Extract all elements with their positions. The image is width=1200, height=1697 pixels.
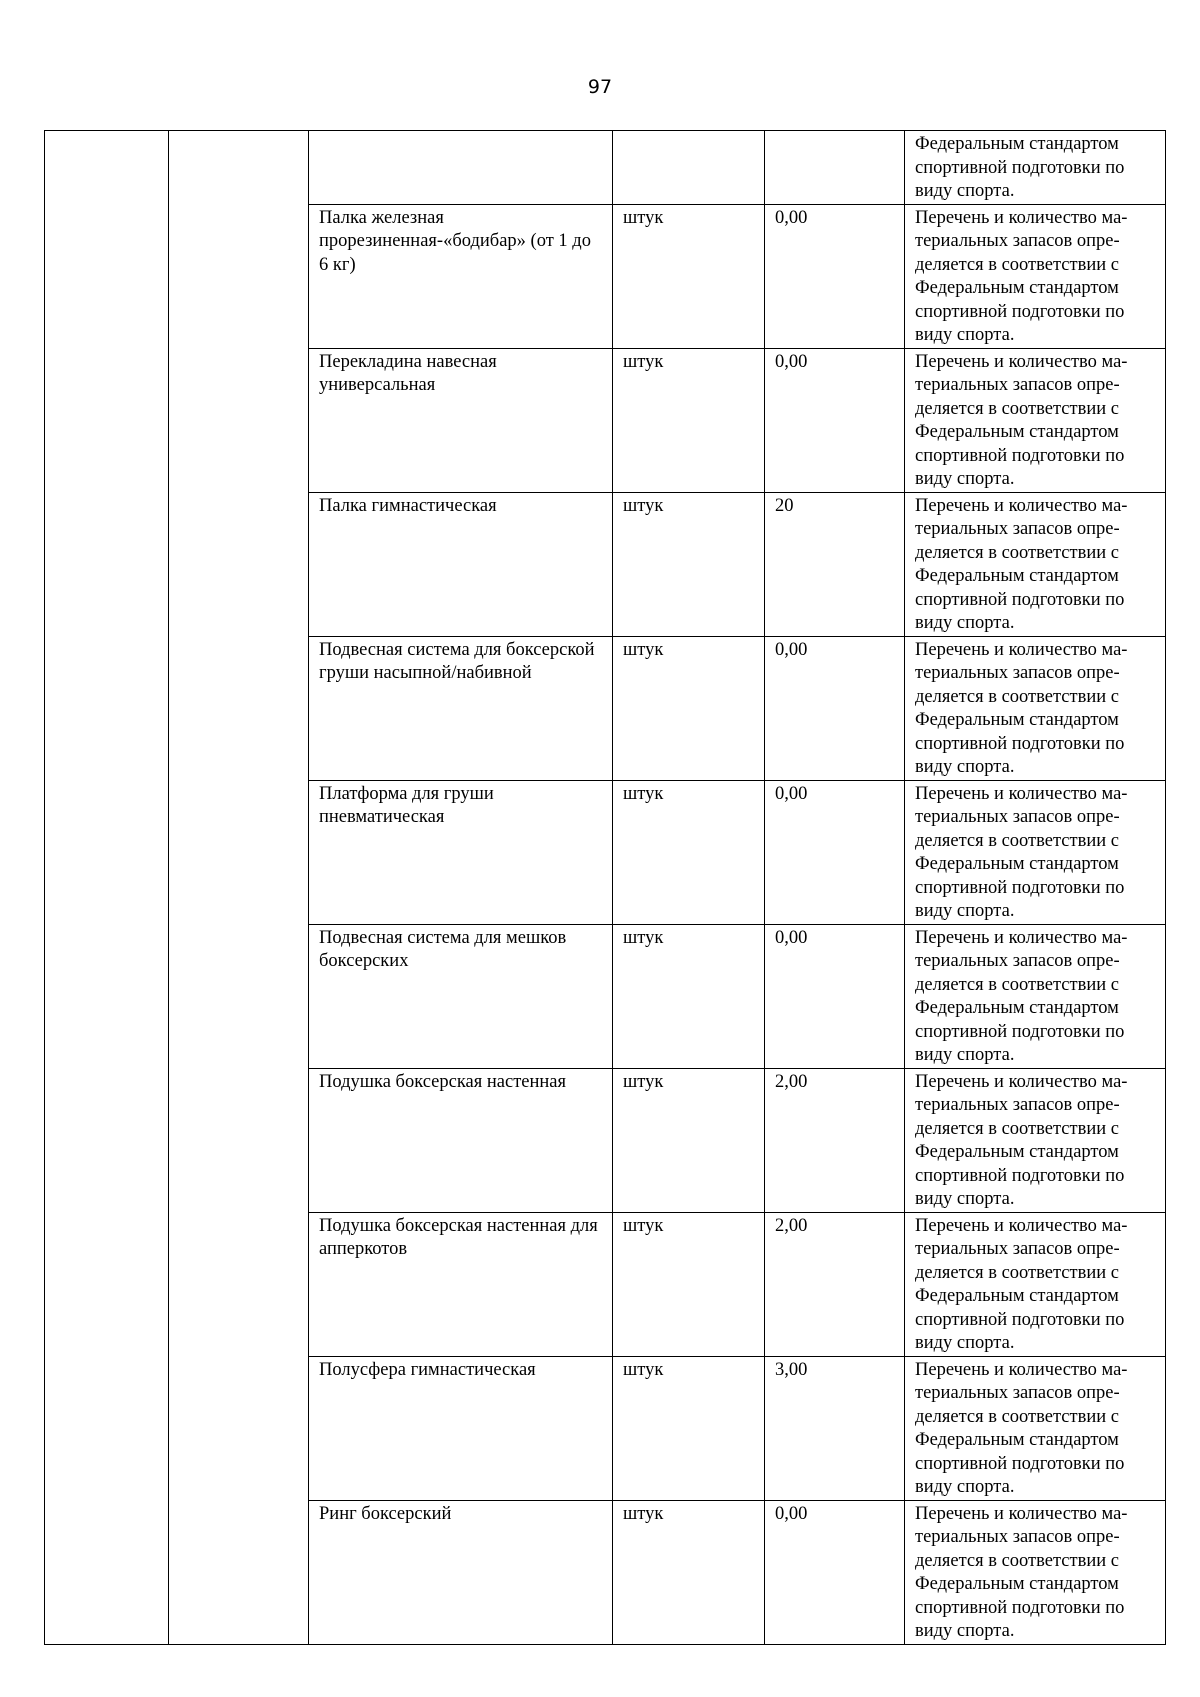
note-line: Перечень и количество ма- xyxy=(915,783,1128,804)
unit-cell: штук xyxy=(613,492,765,636)
note-line: виду спорта. xyxy=(915,1477,1015,1497)
unit-cell: штук xyxy=(613,204,765,348)
quantity-cell xyxy=(765,131,905,205)
item-name-cell: Платформа для груши пневматическая xyxy=(309,780,613,924)
note-line: спортивной подготовки по xyxy=(915,1165,1125,1186)
note-line: териальных запасов опре- xyxy=(915,1239,1120,1259)
note-cell xyxy=(905,204,1166,348)
note-line: спортивной подготовки по xyxy=(915,1309,1125,1330)
note-line: териальных запасов опре- xyxy=(915,231,1120,251)
unit-cell: штук xyxy=(613,780,765,924)
note-line: териальных запасов опре- xyxy=(915,1527,1120,1547)
note-cell xyxy=(905,636,1166,780)
note-line: териальных запасов опре- xyxy=(915,807,1120,827)
quantity-cell: 3,00 xyxy=(765,1356,905,1500)
note-line: Федеральным стандартом xyxy=(915,710,1119,730)
unit-cell: штук xyxy=(613,1212,765,1356)
note-line: виду спорта. xyxy=(915,469,1015,489)
note-line: спортивной подготовки по xyxy=(915,733,1125,754)
note-line: виду спорта. xyxy=(915,1189,1015,1209)
note-line: спортивной подготовки по xyxy=(915,301,1125,322)
note-line: Федеральным стандартом xyxy=(915,134,1119,154)
quantity-cell: 0,00 xyxy=(765,1500,905,1644)
note-line: деляется в соответствии с xyxy=(915,542,1119,563)
table-row xyxy=(45,131,1166,205)
note-line: Перечень и количество ма- xyxy=(915,1503,1128,1524)
item-name-cell: Подвесная система для боксерской груши насыпной/набивной xyxy=(309,636,613,780)
note-line: Перечень и количество ма- xyxy=(915,1071,1128,1092)
item-name-cell: Подвесная система для мешков боксерских xyxy=(309,924,613,1068)
unit-cell xyxy=(613,131,765,205)
quantity-cell: 20 xyxy=(765,492,905,636)
note-line: Федеральным стандартом xyxy=(915,422,1119,442)
unit-cell: штук xyxy=(613,1068,765,1212)
note-line: Федеральным стандартом xyxy=(915,1142,1119,1162)
note-line: спортивной подготовки по xyxy=(915,157,1125,178)
note-line: спортивной подготовки по xyxy=(915,445,1125,466)
note-line: Перечень и количество ма- xyxy=(915,1215,1128,1236)
note-line: Перечень и количество ма- xyxy=(915,351,1128,372)
quantity-cell: 0,00 xyxy=(765,924,905,1068)
item-name-cell: Подушка боксерская настенная xyxy=(309,1068,613,1212)
note-cell xyxy=(905,348,1166,492)
note-line: Перечень и количество ма- xyxy=(915,207,1128,228)
note-line: деляется в соответствии с xyxy=(915,686,1119,707)
note-line: Федеральным стандартом xyxy=(915,1574,1119,1594)
note-line: териальных запасов опре- xyxy=(915,519,1120,539)
note-line: деляется в соответствии с xyxy=(915,398,1119,419)
item-name-cell: Ринг боксерский xyxy=(309,1500,613,1644)
note-line: Перечень и количество ма- xyxy=(915,1359,1128,1380)
note-cell xyxy=(905,1356,1166,1500)
quantity-cell: 0,00 xyxy=(765,780,905,924)
note-line: териальных запасов опре- xyxy=(915,951,1120,971)
quantity-cell: 0,00 xyxy=(765,636,905,780)
note-line: деляется в соответствии с xyxy=(915,974,1119,995)
note-line: виду спорта. xyxy=(915,613,1015,633)
note-line: деляется в соответствии с xyxy=(915,1262,1119,1283)
note-line: Перечень и количество ма- xyxy=(915,639,1128,660)
note-line: териальных запасов опре- xyxy=(915,1383,1120,1403)
note-line: Федеральным стандартом xyxy=(915,1286,1119,1306)
note-line: виду спорта. xyxy=(915,901,1015,921)
item-name-cell: Палка железная прорезиненная-«бодибар» (от 1 до 6 кг) xyxy=(309,204,613,348)
note-line: деляется в соответствии с xyxy=(915,830,1119,851)
note-line: Перечень и количество ма- xyxy=(915,927,1128,948)
note-cell xyxy=(905,1212,1166,1356)
note-line: деляется в соответствии с xyxy=(915,1550,1119,1571)
note-line: спортивной подготовки по xyxy=(915,1453,1125,1474)
note-line: Федеральным стандартом xyxy=(915,1430,1119,1450)
unit-cell: штук xyxy=(613,924,765,1068)
note-line: териальных запасов опре- xyxy=(915,663,1120,683)
note-line: териальных запасов опре- xyxy=(915,375,1120,395)
unit-cell: штук xyxy=(613,348,765,492)
note-cell xyxy=(905,492,1166,636)
note-cell xyxy=(905,924,1166,1068)
quantity-cell: 0,00 xyxy=(765,348,905,492)
note-line: виду спорта. xyxy=(915,325,1015,345)
page-number: 97 xyxy=(587,76,613,98)
note-line: спортивной подготовки по xyxy=(915,1021,1125,1042)
quantity-cell: 2,00 xyxy=(765,1068,905,1212)
item-name-cell xyxy=(309,131,613,205)
note-line: деляется в соответствии с xyxy=(915,1406,1119,1427)
unit-cell: штук xyxy=(613,1500,765,1644)
note-line: виду спорта. xyxy=(915,1045,1015,1065)
note-line: Перечень и количество ма- xyxy=(915,495,1128,516)
merged-cell-col2 xyxy=(169,131,309,1645)
note-cell xyxy=(905,1068,1166,1212)
note-line: спортивной подготовки по xyxy=(915,1597,1125,1618)
note-line: деляется в соответствии с xyxy=(915,1118,1119,1139)
note-cell xyxy=(905,131,1166,205)
item-name-cell: Палка гимнастическая xyxy=(309,492,613,636)
note-line: виду спорта. xyxy=(915,181,1015,201)
note-line: Федеральным стандартом xyxy=(915,566,1119,586)
unit-cell: штук xyxy=(613,1356,765,1500)
note-line: деляется в соответствии с xyxy=(915,254,1119,275)
note-line: виду спорта. xyxy=(915,1333,1015,1353)
note-line: спортивной подготовки по xyxy=(915,589,1125,610)
equipment-table xyxy=(44,130,1166,1645)
table-body xyxy=(45,131,1166,1645)
unit-cell: штук xyxy=(613,636,765,780)
item-name-cell: Перекладина навесная универсальная xyxy=(309,348,613,492)
quantity-cell: 0,00 xyxy=(765,204,905,348)
note-line: Федеральным стандартом xyxy=(915,854,1119,874)
note-cell xyxy=(905,1500,1166,1644)
quantity-cell: 2,00 xyxy=(765,1212,905,1356)
note-line: Федеральным стандартом xyxy=(915,278,1119,298)
note-line: виду спорта. xyxy=(915,757,1015,777)
item-name-cell: Подушка боксерская настенная для апперкотов xyxy=(309,1212,613,1356)
merged-cell-col1 xyxy=(45,131,169,1645)
note-line: спортивной подготовки по xyxy=(915,877,1125,898)
note-cell xyxy=(905,780,1166,924)
note-line: виду спорта. xyxy=(915,1621,1015,1641)
note-line: териальных запасов опре- xyxy=(915,1095,1120,1115)
note-line: Федеральным стандартом xyxy=(915,998,1119,1018)
item-name-cell: Полусфера гимнастическая xyxy=(309,1356,613,1500)
